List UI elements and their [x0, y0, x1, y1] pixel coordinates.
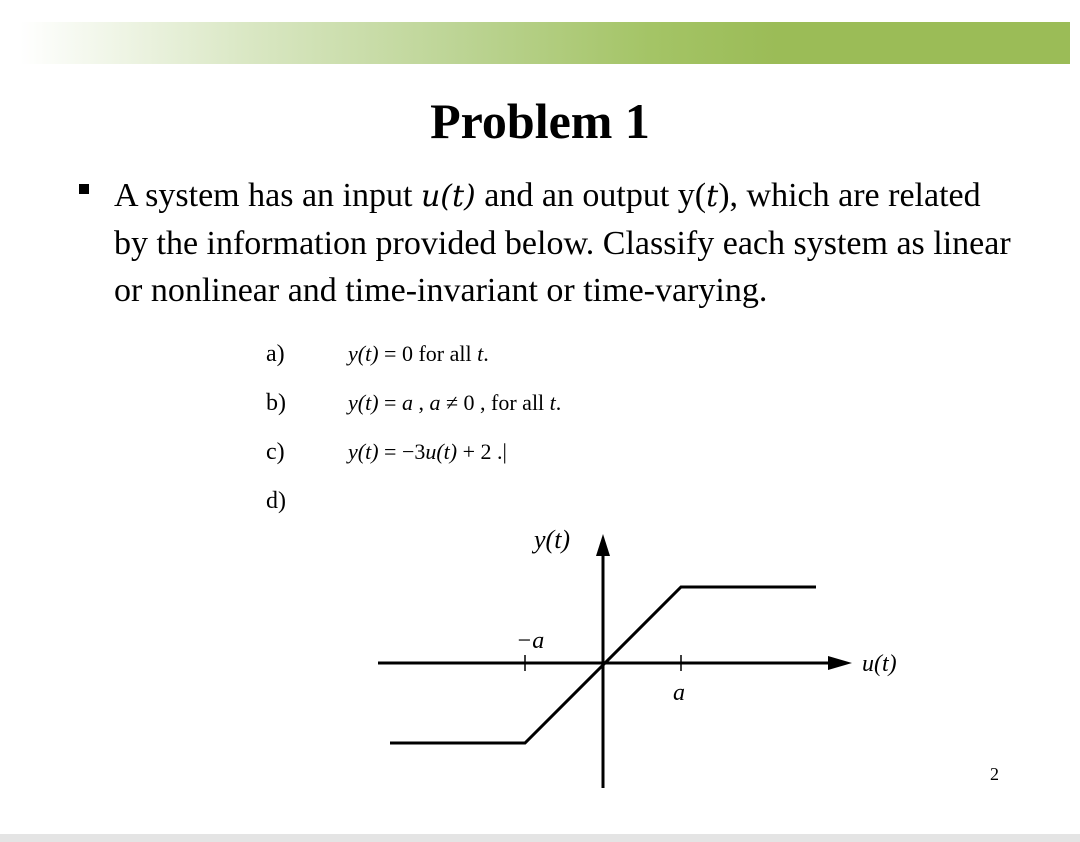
part-d-label: d): [266, 488, 286, 514]
part-b-label: b): [266, 390, 286, 416]
part-a-var: t: [477, 341, 484, 366]
intro-text-1: A system has an input: [114, 177, 421, 214]
intro-text-3: ), which are related by the information provided below. Classify each system as linear or nonlinear and time-invariant or time-varying.: [114, 177, 1011, 309]
intro-text-2: and an output y(: [475, 177, 707, 214]
part-c-ut: u(t): [425, 439, 458, 464]
part-b-a2: a: [429, 390, 441, 415]
part-b-expr3: ≠ 0 , for all: [440, 390, 550, 415]
part-c-yt: y(t): [348, 439, 379, 464]
part-c-label: c): [266, 439, 285, 465]
neg-a-label: −a: [516, 628, 545, 654]
part-a-yt: y(t): [348, 341, 379, 366]
part-a-label: a): [266, 341, 285, 367]
pos-a-label: a: [673, 680, 685, 706]
bottom-bar: [0, 834, 1080, 842]
part-b-expr1: =: [378, 390, 402, 415]
part-c-end: + 2 .|: [457, 439, 507, 464]
x-axis-label: u(t): [862, 651, 897, 677]
part-b-expr2: ,: [412, 390, 430, 415]
y-axis-label: y(t): [534, 525, 571, 554]
y-axis-arrow-icon: [596, 534, 610, 556]
part-a-expr: = 0 for all: [378, 341, 478, 366]
part-a-end: .: [483, 341, 489, 366]
part-b-a1: a: [401, 390, 413, 415]
page-number: 2: [990, 764, 999, 784]
slide-title: Problem 1: [430, 93, 650, 149]
part-b-yt: y(t): [348, 390, 379, 415]
part-b-end: .: [555, 390, 562, 415]
part-b-var: t: [549, 390, 556, 415]
input-symbol: u(t): [420, 179, 476, 214]
part-c-expr: = −3: [378, 439, 426, 464]
output-var: t: [706, 179, 719, 214]
x-axis-arrow-icon: [828, 656, 852, 670]
